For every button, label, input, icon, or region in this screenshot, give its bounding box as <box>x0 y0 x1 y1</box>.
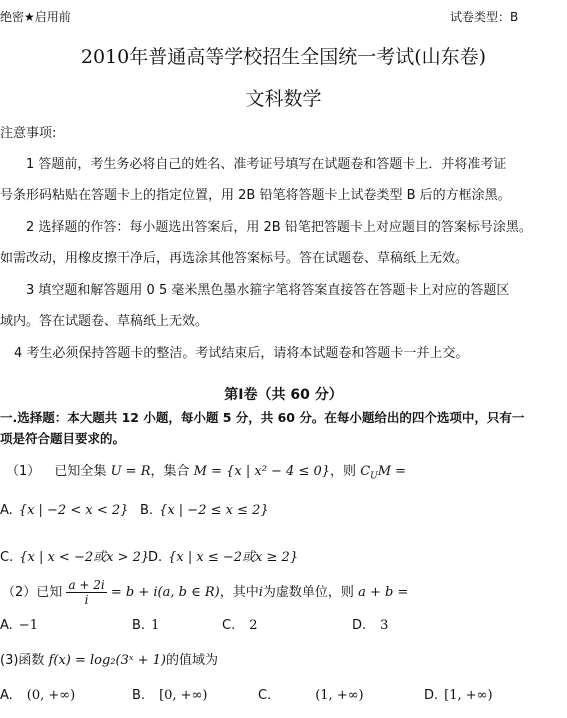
option-a <box>0 618 38 633</box>
question-math: f(x) = log₂(3ˣ + 1) <box>48 653 166 668</box>
question-math: C <box>360 464 371 479</box>
question-math: i <box>258 585 263 600</box>
option-value: [0, +∞) <box>159 688 208 703</box>
notice-heading: 注意事项: <box>0 126 57 141</box>
option-value: 3 <box>380 618 389 633</box>
option-label: D. <box>424 688 439 703</box>
option-b <box>140 503 269 518</box>
question-fraction <box>66 578 106 607</box>
notice-line: 1 答题前，考生务必将自己的姓名、准考证号填写在试题卷和答题卡上．并将准考证 <box>26 157 507 172</box>
fraction-denominator: i <box>84 593 89 607</box>
question-number: (3) <box>0 653 19 668</box>
fraction-numerator: a + 2i <box>68 578 105 592</box>
section-intro: 一.选择题：本大题共 12 小题，每小题 5 分，共 60 分。在每小题给出的四个选项中，只有一 <box>0 410 525 425</box>
question-text: 函数 <box>18 653 45 668</box>
question-text: 已知 <box>36 585 63 600</box>
question-2-stem <box>2 578 408 607</box>
question-math: U = R <box>110 464 151 479</box>
option-a <box>0 503 128 518</box>
option-label: B. <box>132 618 146 633</box>
option-a <box>0 688 75 703</box>
question-math: a + b = <box>358 585 409 600</box>
question-text: ，则 <box>330 464 357 479</box>
subject-title: 文科数学 <box>245 88 322 110</box>
option-c <box>258 688 364 703</box>
option-d <box>424 688 493 703</box>
option-value: (0, +∞) <box>26 688 76 703</box>
option-label: A. <box>0 503 13 518</box>
option-value: [1, +∞) <box>444 688 493 703</box>
option-label: C. <box>0 550 14 565</box>
option-value: {x | x < −2或x > 2} <box>19 550 150 565</box>
option-value: −1 <box>18 618 38 633</box>
option-label: B. <box>132 688 146 703</box>
question-number: （1） <box>6 464 41 479</box>
option-d <box>148 546 298 565</box>
option-d <box>352 618 388 633</box>
notice-line: 域内。答在试题卷、草稿纸上无效。 <box>0 314 209 329</box>
option-label: D. <box>352 618 367 633</box>
option-b <box>132 688 207 703</box>
confidential-label: 绝密★启用前 <box>0 10 71 24</box>
section-title: 第Ⅰ卷（共 60 分） <box>224 387 343 403</box>
option-value: {x | −2 ≤ x ≤ 2} <box>159 503 269 518</box>
option-b <box>132 618 159 633</box>
option-value: 1 <box>151 618 160 633</box>
option-label: A. <box>0 618 13 633</box>
notice-line: 2 选择题的作答：每小题选出答案后，用 2B 铅笔把答题卡上对应题目的答案标号涂黑。 <box>26 220 532 235</box>
question-math: M = {x | x² − 4 ≤ 0} <box>193 464 331 479</box>
question-text: 的值域为 <box>166 653 219 668</box>
question-math: M = <box>377 464 407 479</box>
question-3-stem <box>0 649 218 668</box>
option-c <box>222 618 258 633</box>
option-label: B. <box>140 503 154 518</box>
option-value: {x | x ≤ −2或x ≥ 2} <box>168 550 299 565</box>
option-label: A. <box>0 688 13 703</box>
question-text: 为虚数单位，则 <box>262 585 354 600</box>
option-label: D. <box>148 550 163 565</box>
option-value: {x | −2 < x < 2} <box>18 503 129 518</box>
question-number: （2） <box>2 585 37 600</box>
question-text: 已知全集 <box>54 464 107 479</box>
option-value: 2 <box>249 618 258 633</box>
option-label: C. <box>222 618 236 633</box>
notice-line: 3 填空题和解答题用 0 5 毫米黑色墨水箍字笔将答案直接答在答题卡上对应的答题区 <box>26 283 510 298</box>
question-text: ，集合 <box>150 464 190 479</box>
section-intro: 项是符合题目要求的。 <box>0 431 126 446</box>
question-math: = b + i(a, b ∈ R) <box>110 585 220 600</box>
notice-line: 4 考生必须保持答题卡的整洁。考试结束后，请将本试题卷和答题卡一并上交。 <box>14 346 469 361</box>
exam-title: 2010年普通高等学校招生全国统一考试(山东卷) <box>80 46 487 68</box>
question-1-stem <box>6 460 406 482</box>
question-text: ，其中 <box>219 585 259 600</box>
notice-line: 如需改动，用橡皮擦干净后，再选涂其他答案标号。答在试题卷、草稿纸上无效。 <box>0 251 469 266</box>
option-label: C. <box>258 688 272 703</box>
notice-line: 号条形码粘贴在答题卡上的指定位置，用 2B 铅笔将答题卡上试卷类型 B 后的方框涂黑。 <box>0 188 511 203</box>
option-c <box>0 546 149 565</box>
question-math-subscript: U <box>370 471 378 482</box>
option-value: (1, +∞) <box>315 688 364 703</box>
paper-type-label: 试卷类型：B <box>450 10 519 24</box>
